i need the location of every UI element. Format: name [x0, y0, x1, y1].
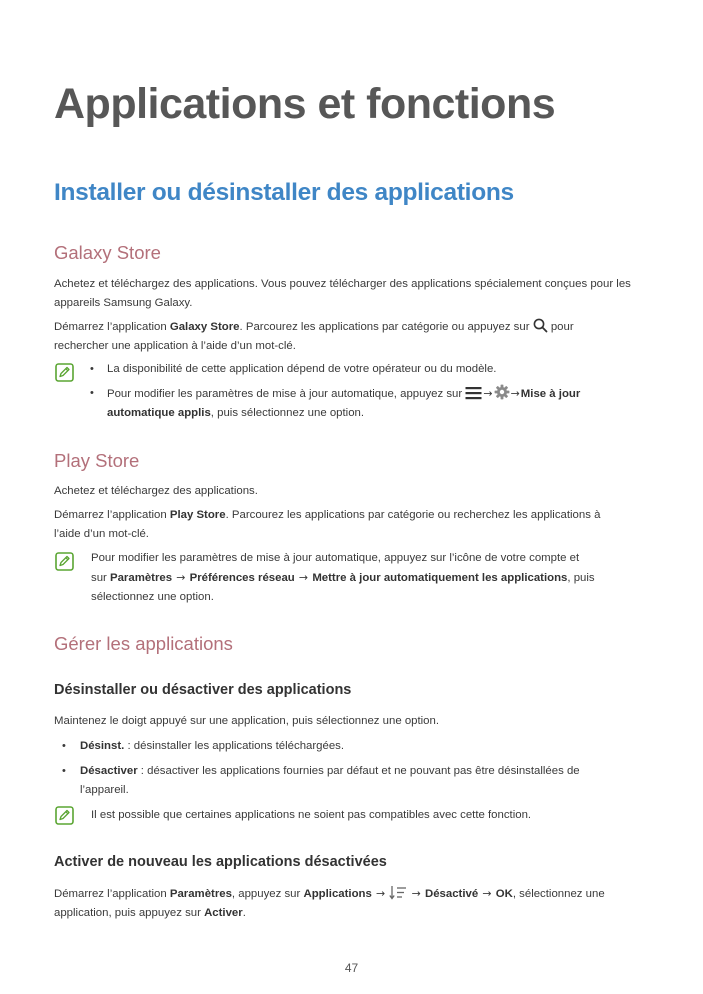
search-icon — [533, 318, 548, 333]
settings-gear-icon — [494, 384, 510, 400]
galaxy-store-heading: Galaxy Store — [54, 242, 161, 263]
note-pencil-icon — [55, 552, 74, 571]
manage-apps-heading: Gérer les applications — [54, 633, 233, 654]
play-store-intro: Achetez et téléchargez des applications. — [54, 485, 258, 497]
section-title: Installer ou désinstaller des applications — [54, 179, 514, 206]
play-note-auto-update: Pour modifier les paramètres de mise à jour automatique, appuyez sur l’icône de votre compte et sur Paramètres → Préférences réseau → Mettre à jour automatiquement les applications, puis sélectionnez une option. — [91, 552, 595, 603]
disable-option: Désactiver : désactiver les applications fournies par défaut et ne pouvant pas être désinstallées de l’appareil. — [80, 765, 580, 796]
compatibility-note: Il est possible que certaines applications ne soient pas compatibles avec cette fonction. — [91, 809, 532, 821]
reactivate-instructions: Démarrez l’application Paramètres, appuyez sur Applications → → Désactivé → OK, sélectionnez une application, puis appuyez sur Activer. — [54, 887, 605, 919]
play-store-heading: Play Store — [54, 450, 140, 471]
bullet: • — [62, 740, 66, 752]
chapter-title: Applications et fonctions — [54, 80, 556, 128]
uninstall-intro: Maintenez le doigt appuyé sur une application, puis sélectionnez une option. — [54, 715, 440, 727]
note-pencil-icon — [55, 806, 74, 825]
bullet: • — [90, 363, 94, 375]
uninstall-disable-heading: Désinstaller ou désactiver des applications — [54, 682, 352, 698]
page-number: 47 — [344, 961, 359, 975]
bullet: • — [90, 387, 94, 399]
uninstall-option: Désinst. : désinstaller les applications téléchargées. — [80, 740, 345, 752]
reactivate-heading: Activer de nouveau les applications désactivées — [54, 854, 387, 870]
bullet: • — [62, 765, 66, 777]
galaxy-note-availability: La disponibilité de cette application dépend de votre opérateur ou du modèle. — [107, 363, 497, 375]
galaxy-store-intro: Achetez et téléchargez des applications. Vous pouvez télécharger des applications spécialement conçues pour les appareils Samsung Galaxy. — [54, 278, 631, 309]
play-store-instructions: Démarrez l’application Play Store. Parcourez les applications par catégorie ou recherchez les applications à l’aide d’un mot-clé. — [54, 509, 601, 540]
galaxy-note-auto-update: Pour modifier les paramètres de mise à jour automatique, appuyez sur → →Mise à jour automatique applis, puis sélectionnez une option. — [107, 384, 647, 423]
sort-icon — [389, 885, 407, 900]
menu-icon — [465, 386, 482, 400]
note-pencil-icon — [55, 363, 74, 382]
galaxy-store-instructions: Démarrez l’application Galaxy Store. Parcourez les applications par catégorie ou appuyez sur pour rechercher une application à l’aide d’un mot-clé. — [54, 318, 644, 356]
